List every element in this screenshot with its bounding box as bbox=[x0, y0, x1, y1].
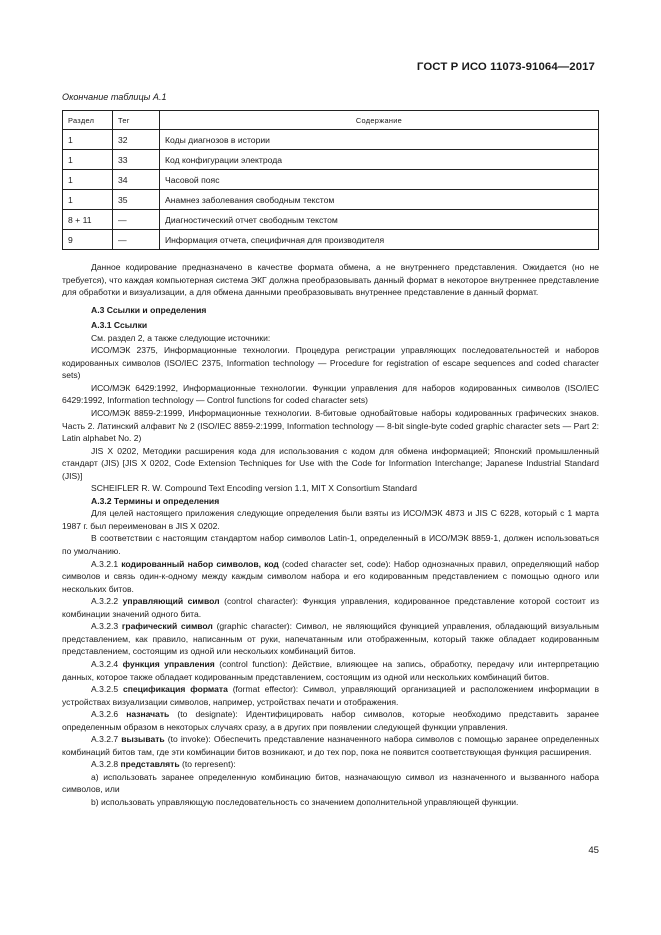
definition-term: функция управления bbox=[122, 658, 215, 669]
refs-intro: См. раздел 2, а также следующие источники: bbox=[91, 332, 271, 343]
table-row bbox=[63, 190, 599, 210]
definition-text: (graphic character): Символ, не являющийся функцией управления, обладающий визуальным представлением, как правило, написанным от руки, напечатанным или отображенным, который также обладает кодированным представлением, состоящим из одной или нескольких комбинаций битов. bbox=[62, 621, 599, 657]
reference-item: SCHEIFLER R. W. Compound Text Encoding version 1.1, MIT X Consortium Standard bbox=[91, 483, 418, 494]
definition-item bbox=[62, 595, 599, 620]
definition-number: А.3.2.5 bbox=[91, 684, 119, 695]
table-row bbox=[63, 230, 599, 250]
definition-text: (control character): Функция управления, кодированное представление которой состоит из комбинации значений одного бита. bbox=[62, 596, 599, 619]
definition-term: управляющий символ bbox=[122, 596, 220, 607]
definition-term: назначать bbox=[126, 709, 170, 720]
reference-item: JIS X 0202, Методики расширения кода для использования с кодом для обмена информацией; Японский промышленный стандарт (JIS) [JIS X 0202, Code Extension Techniques for Use with the Code for Information Interchange; Japanese Industrial Standard (JIS)] bbox=[62, 445, 599, 481]
definition-term: кодированный набор символов, код bbox=[121, 558, 279, 569]
cell-section: 1 bbox=[63, 190, 113, 210]
definition-number: А.3.2.6 bbox=[91, 709, 119, 720]
definition-term: спецификация формата bbox=[122, 684, 228, 695]
definition-item bbox=[62, 758, 599, 771]
cell-tag: 32 bbox=[113, 130, 160, 150]
definition-number: А.3.2.1 bbox=[91, 558, 119, 569]
table-header-row bbox=[63, 111, 599, 130]
standard-header: ГОСТ Р ИСО 11073-91064—2017 bbox=[416, 61, 595, 73]
defs-intro-paragraph: В соответствии с настоящим стандартом набор символов Latin-1, определенный в ИСО/МЭК 8859-1, должен использоваться по умолчанию. bbox=[62, 533, 599, 557]
cell-section: 8 + 11 bbox=[63, 210, 113, 230]
cell-section: 1 bbox=[63, 150, 113, 170]
definition-item bbox=[62, 708, 599, 733]
cell-content: Часовой пояс bbox=[160, 170, 599, 190]
definition-term: вызывать bbox=[121, 734, 165, 745]
definition-number: А.3.2.4 bbox=[91, 658, 119, 669]
section-heading-a3: А.3 Ссылки и определения bbox=[91, 304, 207, 315]
definition-item bbox=[62, 733, 599, 758]
column-header-section: Раздел bbox=[63, 111, 113, 130]
cell-section: 1 bbox=[63, 130, 113, 150]
table-row bbox=[63, 210, 599, 230]
definition-number: А.3.2.2 bbox=[91, 596, 119, 607]
cell-content: Анамнез заболевания свободным текстом bbox=[160, 190, 599, 210]
table-row bbox=[63, 150, 599, 170]
defs-intro-paragraph: Для целей настоящего приложения следующие определения были взяты из ИСО/МЭК 4873 и JIS C 6228, который с 1 марта 1987 г. был переименован в JIS X 0202. bbox=[62, 508, 599, 531]
cell-tag: — bbox=[113, 210, 160, 230]
definition-text: (to invoke): Обеспечить представление назначенного набора символов с помощью заранее определенных комбинаций битов там, где эти комбинации битов возникают, и до тех пор, пока не появится соответствующая функция расширения. bbox=[62, 734, 600, 757]
column-header-content: Содержание bbox=[160, 111, 599, 130]
cell-tag: 33 bbox=[113, 150, 160, 170]
spec-table bbox=[62, 110, 599, 250]
definition-text: (to designate): Идентифицировать набор символов, которые необходимо представить заранее определенным образом в некоторых случаях сразу, а в других при появлении следующей функции управления. bbox=[62, 709, 600, 732]
section-heading-a32: А.3.2 Термины и определения bbox=[91, 495, 220, 506]
cell-tag: — bbox=[113, 230, 160, 250]
section-heading-a31: А.3.1 Ссылки bbox=[91, 320, 148, 331]
table-row bbox=[63, 130, 599, 150]
cell-section: 1 bbox=[63, 170, 113, 190]
definition-term: представлять bbox=[120, 759, 180, 770]
reference-item: ИСО/МЭК 8859-2:1999, Информационные технологии. 8-битовые однобайтовые наборы кодированных графических знаков. Часть 2. Латинский алфавит № 2 (ISO/IEC 8859-2:1999, Information technology — 8-bit single-byte coded graphic character sets — Part 2: Latin alphabet No. 2) bbox=[62, 408, 599, 444]
reference-item: ИСО/МЭК 2375, Информационные технологии. Процедура регистрации управляющих последовательностей и наборов кодированных символов (ISO/IEC 2375, Information technology — Procedure for registration of escape sequences and coded character sets) bbox=[62, 345, 599, 381]
list-item-b: b) использовать управляющую последовательность со значением дополнительной управляющей функции. bbox=[91, 796, 519, 807]
definition-number: А.3.2.8 bbox=[91, 759, 119, 770]
page-number: 45 bbox=[588, 845, 599, 856]
reference-item: ИСО/МЭК 6429:1992, Информационные технологии. Функции управления для наборов кодированных символов (ISO/IEC 6429:1992, Information technology — Control functions for coded character sets) bbox=[62, 382, 599, 406]
definition-number: А.3.2.3 bbox=[91, 621, 119, 632]
definition-item bbox=[62, 620, 599, 658]
definition-term: графический символ bbox=[121, 621, 213, 632]
definition-text: (format effector): Символ, управляющий организацией и расположением информации в устройствах визуализации символов, например, устройствах печати и отображения. bbox=[62, 684, 599, 707]
table-row bbox=[63, 170, 599, 190]
body-text bbox=[62, 261, 599, 809]
cell-tag: 34 bbox=[113, 170, 160, 190]
definition-text: (coded character set, code): Набор однозначных правил, определяющий набор символов и связь один-к-одному между каждым символом набора и его кодированным представлением с помощью одного или нескольких битов. bbox=[62, 558, 599, 594]
definition-item bbox=[62, 683, 599, 708]
cell-content: Код конфигурации электрода bbox=[160, 150, 599, 170]
definition-text: (control function): Действие, влияющее на запись, обработку, передачу или интерпретацию данных, которое также обладает кодированным представлением, состоящим из одной или нескольких комбинаций битов. bbox=[62, 658, 599, 682]
definition-item bbox=[62, 658, 599, 683]
list-item-a: а) использовать заранее определенную комбинацию битов, назначающую символ из назначенного и вызванного набора символов, или bbox=[62, 771, 599, 795]
cell-section: 9 bbox=[63, 230, 113, 250]
cell-content: Коды диагнозов в истории bbox=[160, 130, 599, 150]
cell-tag: 35 bbox=[113, 190, 160, 210]
cell-content: Информация отчета, специфичная для производителя bbox=[160, 230, 599, 250]
column-header-tag: Тег bbox=[113, 111, 160, 130]
intro-paragraph: Данное кодирование предназначено в качестве формата обмена, а не внутреннего представления. Ожидается (но не требуется), что каждая компьютерная система ЭКГ должна преобразовывать данный формат в некоторое внутреннее представление для обработки и визуализации, а для обмена данными преобразовывать внутреннее представление в данный формат. bbox=[62, 262, 599, 298]
definition-number: А.3.2.7 bbox=[91, 734, 119, 745]
definition-item bbox=[62, 558, 599, 596]
cell-content: Диагностический отчет свободным текстом bbox=[160, 210, 599, 230]
definition-text: (to represent): bbox=[179, 759, 236, 770]
table-caption: Окончание таблицы А.1 bbox=[62, 92, 167, 102]
